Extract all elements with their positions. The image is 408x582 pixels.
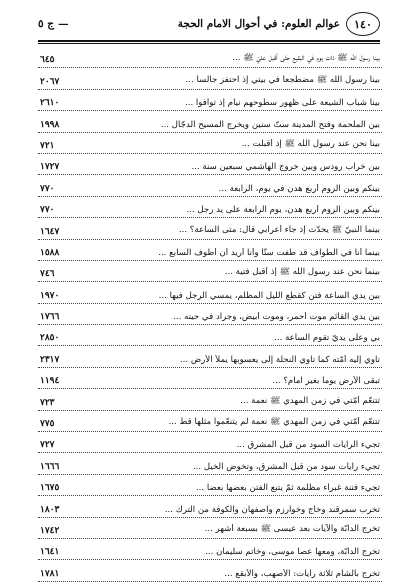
entry-page-number: ٢٨٥٠ bbox=[40, 333, 60, 344]
entry-page-number: ١٩٧٠ bbox=[40, 290, 60, 301]
index-entry bbox=[38, 518, 382, 539]
index-entry bbox=[38, 389, 382, 410]
entry-page-number: ٧٧٠ bbox=[40, 205, 55, 216]
index-entry bbox=[38, 368, 382, 389]
header-rule bbox=[38, 40, 380, 42]
entry-page-number: ١٩٩٨ bbox=[40, 119, 60, 130]
index-entry bbox=[38, 218, 382, 239]
index-entry bbox=[38, 325, 382, 346]
index-entry bbox=[38, 240, 382, 261]
book-title: عوالم العلوم: في أحوال الامام الحجة bbox=[177, 18, 340, 30]
index-entry bbox=[38, 475, 382, 496]
index-entry bbox=[38, 154, 382, 175]
index-entry bbox=[38, 432, 382, 453]
index-entry bbox=[38, 411, 382, 432]
entry-text: بينا رسول الله ﷺ مضطجعاً في بيتي إذ احتفز جالساً ... bbox=[185, 74, 380, 85]
entry-text: بينكم وبين الروم أربع هدن في يوم، الرابعة ... bbox=[218, 183, 380, 194]
entry-page-number: ١٥٨٨ bbox=[40, 247, 60, 258]
entry-page-number: ٢٣١٧ bbox=[40, 354, 60, 365]
index-entry bbox=[38, 496, 382, 517]
entry-page-number: ٧٢٣ bbox=[40, 397, 55, 408]
entry-page-number: ١٨٠٣ bbox=[40, 504, 60, 515]
entry-text: بينما النبيّ ﷺ يحدّث إذ جاء أعرابي قال: متى الساعة؟ ... bbox=[178, 224, 380, 235]
index-entry bbox=[38, 346, 382, 367]
entry-text: تتنعّم أمّتي في زمن المهدي ﷺ نعمة ... bbox=[240, 395, 380, 406]
entry-text: بينما أنا في الطواف قد طفت ستّاً وأنا أريد أن أطوف السابع ... bbox=[158, 247, 380, 258]
entry-text: بين يدي القائم موت أحمر، وموت أبيض، وجراد في حينه ... bbox=[173, 312, 380, 323]
entry-page-number: ٧٢١ bbox=[40, 140, 55, 151]
entry-page-number: ١٧٨١ bbox=[40, 568, 60, 579]
index-entry bbox=[38, 197, 382, 218]
index-entry bbox=[38, 175, 382, 196]
entry-text: تتنعّم أمّتي في زمن المهدي ﷺ نعمة لم يتنعّموا مثلها قطّ ... bbox=[168, 417, 380, 428]
index-list bbox=[38, 47, 382, 582]
entry-page-number: ١٦٤١ bbox=[40, 547, 60, 558]
entry-text: بين خراب رودس وبين خروج الهاشمي سبعين سنة ... bbox=[191, 162, 380, 173]
entry-text: بي وعلى يديّ تقوم الساعة ... bbox=[274, 333, 380, 344]
entry-text: بينا نحن عند رسول الله ﷺ إذ أقبلت ... bbox=[241, 138, 380, 149]
entry-page-number: ١٦٧٥ bbox=[40, 483, 60, 494]
index-entry bbox=[38, 261, 382, 282]
index-entry bbox=[38, 560, 382, 581]
header-separator: — bbox=[58, 18, 69, 30]
volume-label: ج ٥ bbox=[38, 18, 55, 30]
entry-text: بينا شباب الشيعة على ظهور سطوحهم نيام إذ توافوا ... bbox=[184, 98, 380, 109]
entry-text: بين الملحمة وفتح المدينة ستّ سنين ويخرج المسيح الدجّال ... bbox=[160, 119, 380, 130]
entry-page-number: ٧٤٦ bbox=[40, 269, 55, 280]
entry-text: تخرج بالشام ثلاثة رايات: الأصهب، والأبقع ... bbox=[224, 568, 380, 579]
entry-page-number: ١١٩٤ bbox=[40, 376, 60, 387]
index-entry bbox=[38, 111, 382, 132]
entry-text: بينكم وبين الروم أربع هدن، يوم الرابعة على يد رجل ... bbox=[186, 205, 380, 216]
entry-page-number: ١٧٤٢ bbox=[40, 525, 60, 536]
entry-text: بينا رسول الله ﷺ ذات يوم في البقيع حتّى أقبل عليّ ﷺ ... bbox=[232, 53, 380, 64]
index-entry bbox=[38, 282, 382, 303]
index-entry bbox=[38, 133, 382, 154]
entry-text: تخرج الدابّة، ومعها عصا موسى، وخاتم سليمان ... bbox=[205, 547, 380, 558]
entry-page-number: ١٧٦٦ bbox=[40, 312, 60, 323]
entry-page-number: ٧٢٧ bbox=[40, 440, 55, 451]
entry-page-number: ٦٤٥ bbox=[40, 55, 55, 66]
entry-text: تجيء رايات سود من قبل المشرق، وتخوض الخيل ... bbox=[192, 461, 380, 472]
entry-text: تجيء الرايات السود من قبل المشرق ... bbox=[236, 440, 380, 451]
entry-text: تأوي إليه أمّته كما تأوي النحلة إلى يعسوبها يملأ الأرض ... bbox=[179, 354, 380, 365]
entry-page-number: ٧٧٠ bbox=[40, 183, 55, 194]
entry-text: بين يدي الساعة فتن كقطع الليل المظلم، يمسي الرجل فيها ... bbox=[158, 290, 380, 301]
index-entry bbox=[38, 539, 382, 560]
entry-page-number: ٢٦١٠ bbox=[40, 98, 60, 109]
entry-page-number: ١٦٤٧ bbox=[40, 226, 60, 237]
index-entry bbox=[38, 68, 382, 89]
entry-text: تخرب سمرقند وخاج وخوارزم واصفهان والكوفة من الترك ... bbox=[164, 504, 380, 515]
index-entry bbox=[38, 304, 382, 325]
index-entry bbox=[38, 47, 382, 68]
entry-page-number: ٧٧٥ bbox=[40, 419, 55, 430]
index-entry bbox=[38, 90, 382, 111]
entry-page-number: ١٦٦٦ bbox=[40, 461, 60, 472]
page-header bbox=[38, 12, 380, 36]
entry-text: تبقى الأرض يوماً بغير امام؟ ... bbox=[272, 376, 380, 387]
page-number-badge: ١٤٠ bbox=[346, 12, 380, 36]
entry-page-number: ١٧٢٧ bbox=[40, 162, 60, 173]
entry-text: بينما نحن عند رسول الله ﷺ إذ أقبل فتية ... bbox=[224, 267, 380, 278]
entry-text: تجيء فتنة غبراء مظلمة ثمّ يتبع الفتن بعضها بعضاً ... bbox=[195, 483, 380, 494]
header-rule-thin bbox=[38, 43, 380, 44]
entry-page-number: ٢٠٦٧ bbox=[40, 76, 60, 87]
index-entry bbox=[38, 453, 382, 474]
entry-text: تخرج الدابّة والآيات بعد عيسى ﷺ بسبعة أشهر ... bbox=[204, 523, 380, 534]
